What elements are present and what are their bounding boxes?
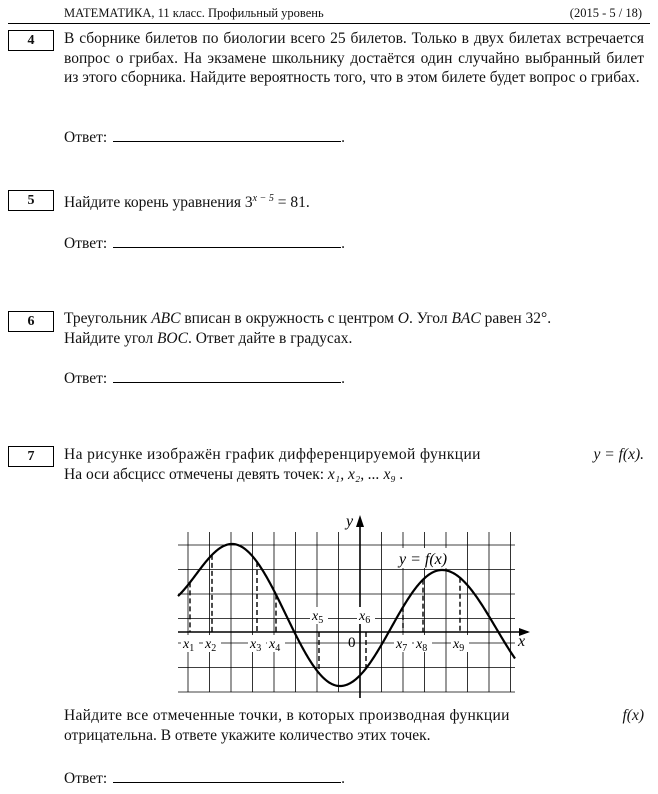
answer-tail: .: [341, 235, 346, 252]
y-axis-label: y: [346, 513, 354, 530]
task-6-text: [64, 309, 644, 348]
task-7-answer: [64, 768, 345, 788]
answer-label: Ответ:: [64, 235, 108, 252]
t6-a: Треугольник: [64, 310, 148, 327]
task-5-text: [64, 189, 644, 213]
t7-q1: Найдите все отмеченные точки, в которых производная функции: [64, 707, 510, 724]
t6-bac: BAC: [451, 310, 481, 327]
t7-b: На оси абсцисс отмечены девять точек:: [64, 465, 325, 483]
t6-b: вписан в окружность с центром: [184, 310, 394, 327]
task-5-base: 3: [244, 194, 253, 212]
answer-tail: .: [341, 129, 346, 146]
t6-d: равен 32°.: [484, 310, 552, 327]
t6-o: O: [397, 310, 409, 327]
point-label-4: $x_4$: [269, 637, 281, 654]
header-title: МАТЕМАТИКА, 11 класс. Профильный уровень: [64, 6, 324, 20]
task-number-6: 6: [8, 311, 54, 332]
task-4-answer: [64, 127, 345, 147]
answer-line[interactable]: [113, 768, 341, 783]
task-number-5: 5: [8, 190, 54, 211]
point-label-2: $x_2$: [205, 637, 217, 654]
point-label-8: $x_8$: [416, 637, 428, 654]
task-6-answer: [64, 368, 345, 388]
answer-line[interactable]: [113, 233, 341, 248]
answer-line[interactable]: [113, 127, 341, 142]
t6-e: Найдите угол: [64, 329, 154, 347]
point-label-5: $x_5$: [312, 609, 324, 626]
task-number-4: 4: [8, 30, 54, 51]
answer-line[interactable]: [113, 368, 341, 383]
task-5-exponent: x − 5: [252, 193, 274, 204]
point-label-6: $x_6$: [359, 609, 371, 626]
answer-tail: .: [341, 770, 346, 787]
header-page: (2015 - 5 / 18): [569, 6, 642, 20]
answer-label: Ответ:: [64, 370, 108, 387]
t7-func: y = f(x).: [593, 446, 644, 463]
task-5-answer: [64, 233, 345, 253]
task-5-equals: = 81.: [277, 194, 310, 212]
t7-q2: отрицательна. В ответе укажите количество этих точек.: [64, 726, 431, 744]
curve-label: y = f(x): [399, 551, 448, 568]
origin-label: 0: [348, 635, 356, 651]
task-5-prompt: Найдите корень уравнения: [64, 194, 242, 212]
task-4-text: В сборнике билетов по биологии всего 25 билетов. Только в двух билетах встречается вопрос о грибах. На экзамене школьнику достаётся один случайно выбранный билет из этого сборника. Найдите вероятность того, что в этом билете будет вопрос о грибах.: [64, 30, 644, 86]
point-label-7: $x_7$: [396, 637, 408, 654]
function-graph: [170, 510, 535, 705]
t7-qfunc: f(x): [622, 707, 644, 724]
x-axis-label: x: [518, 633, 526, 650]
answer-label: Ответ:: [64, 770, 108, 787]
point-label-9: $x_9$: [453, 637, 465, 654]
t7-points: x₁, x₂, ... x₉ .: [327, 465, 404, 483]
t7-a: На рисунке изображён график дифференцируемой функции: [64, 446, 481, 463]
t6-abc: ABC: [151, 310, 181, 327]
point-label-3: $x_3$: [250, 637, 262, 654]
task-7-question: [64, 706, 644, 745]
point-label-1: $x_1$: [183, 637, 195, 654]
t6-boc: BOC: [156, 329, 188, 347]
answer-label: Ответ:: [64, 129, 108, 146]
answer-tail: .: [341, 370, 346, 387]
t6-c: . Угол: [408, 310, 448, 327]
task-number-7: 7: [8, 446, 54, 467]
header-divider: [8, 23, 650, 24]
t6-f: . Ответ дайте в градусах.: [187, 329, 353, 347]
task-7-text: [64, 445, 644, 484]
